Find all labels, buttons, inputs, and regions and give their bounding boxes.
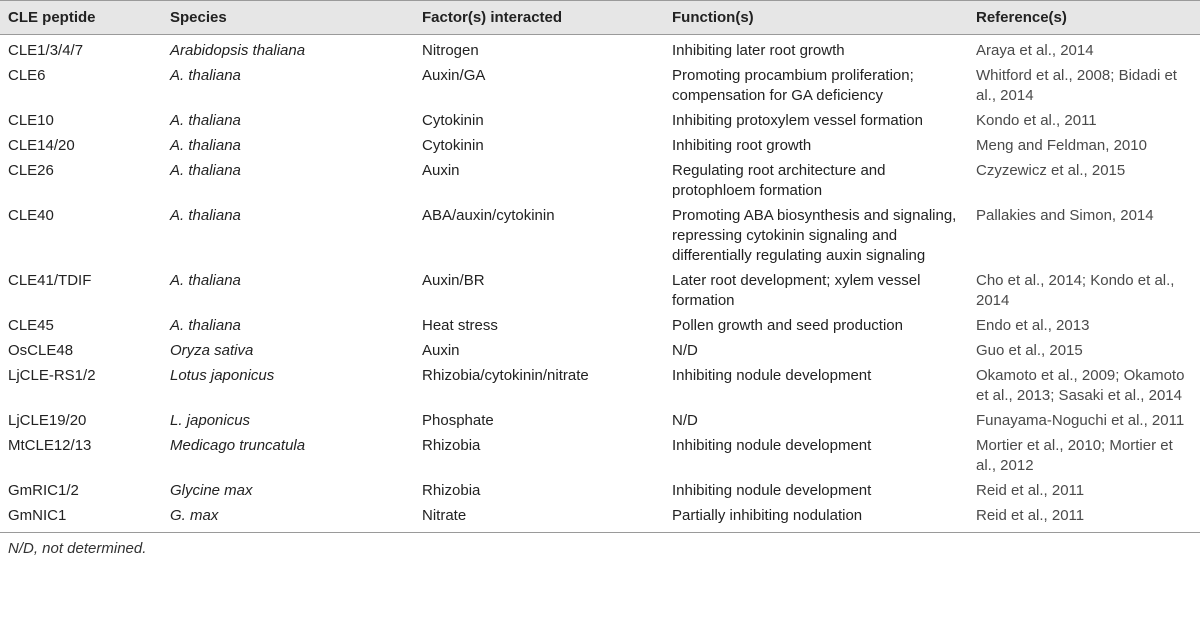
cell-reference: Araya et al., 2014 [976, 42, 1094, 59]
cell-peptide: GmRIC1/2 [8, 482, 79, 499]
cell-species: Oryza sativa [170, 342, 254, 359]
cell-function: Inhibiting nodule development [672, 367, 872, 384]
cell-reference: Pallakies and Simon, 2014 [976, 207, 1154, 224]
cell-reference: Czyzewicz et al., 2015 [976, 162, 1126, 179]
table-row [0, 35, 1200, 65]
cell-function: N/D [672, 342, 698, 359]
table-row [0, 314, 1200, 339]
cell-peptide: OsCLE48 [8, 342, 74, 359]
cell-function: Promoting procambium proliferation; compensation for GA deficiency [672, 67, 914, 104]
cell-reference: Reid et al., 2011 [968, 504, 1200, 533]
cell-peptide: MtCLE12/13 [8, 437, 92, 454]
cell-reference: Meng and Feldman, 2010 [976, 137, 1147, 154]
cell-reference: Mortier et al., 2010; Mortier et al., 2012 [976, 437, 1173, 474]
cell-peptide: CLE10 [8, 112, 54, 129]
cell-factor: Nitrogen [422, 42, 479, 59]
cell-species: Medicago truncatula [170, 437, 306, 454]
cell-reference: Cho et al., 2014; Kondo et al., 2014 [976, 272, 1175, 309]
cell-species: Glycine max [170, 482, 253, 499]
table-header [0, 1, 1200, 35]
table-row [0, 339, 1200, 364]
table-row [0, 204, 1200, 269]
table-body [0, 35, 1200, 533]
table-row [0, 159, 1200, 204]
cell-species: A. thaliana [170, 137, 241, 154]
cell-species: Arabidopsis thaliana [170, 42, 306, 59]
cell-factor: Nitrate [414, 504, 664, 533]
cell-factor: Auxin [422, 342, 460, 359]
cell-factor: Auxin/BR [422, 272, 485, 289]
cell-factor: Rhizobia [422, 482, 481, 499]
header-factors-interacted: Factor(s) interacted [414, 1, 664, 35]
cell-factor: Rhizobia/cytokinin/nitrate [422, 367, 589, 384]
cell-factor: Cytokinin [422, 137, 484, 154]
cell-peptide: CLE1/3/4/7 [8, 42, 84, 59]
cell-peptide: CLE26 [8, 162, 54, 179]
cell-species: G. max [162, 504, 414, 533]
table-row [0, 364, 1200, 409]
cell-function: Inhibiting nodule development [672, 437, 872, 454]
table-row [0, 504, 1200, 533]
cell-species: A. thaliana [170, 112, 241, 129]
cell-species: L. japonicus [170, 412, 251, 429]
cell-peptide: CLE41/TDIF [8, 272, 92, 289]
cell-reference: Okamoto et al., 2009; Okamoto et al., 2013; Sasaki et al., 2014 [976, 367, 1185, 404]
cell-species: A. thaliana [170, 317, 241, 334]
header-references: Reference(s) [968, 1, 1200, 35]
cell-peptide: CLE45 [8, 317, 54, 334]
cell-species: Lotus japonicus [170, 367, 275, 384]
cell-factor: Auxin/GA [422, 67, 486, 84]
cell-factor: Rhizobia [422, 437, 481, 454]
table-row [0, 134, 1200, 159]
cell-species: A. thaliana [170, 162, 241, 179]
table-footnote: N/D, not determined. [8, 540, 147, 557]
cell-function: Partially inhibiting nodulation [664, 504, 968, 533]
cell-factor: Cytokinin [422, 112, 484, 129]
header-functions: Function(s) [664, 1, 968, 35]
cell-factor: Heat stress [422, 317, 498, 334]
cell-species: A. thaliana [170, 67, 241, 84]
cell-reference: Kondo et al., 2011 [976, 112, 1097, 129]
table-row [0, 434, 1200, 479]
cell-function: Promoting ABA biosynthesis and signaling, repressing cytokinin signaling and differentially regulating auxin signaling [672, 207, 957, 264]
cell-reference: Funayama-Noguchi et al., 2011 [976, 412, 1185, 429]
cell-peptide: CLE40 [8, 207, 54, 224]
cell-function: Inhibiting later root growth [672, 42, 845, 59]
header-cle-peptide: CLE peptide [0, 1, 162, 35]
header-row [0, 1, 1200, 35]
cell-function: N/D [672, 412, 698, 429]
table-row [0, 64, 1200, 109]
cell-reference: Guo et al., 2015 [976, 342, 1083, 359]
cell-peptide: GmNIC1 [0, 504, 162, 533]
table-row [0, 479, 1200, 504]
table-row [0, 109, 1200, 134]
table-row [0, 409, 1200, 434]
cell-species: A. thaliana [170, 207, 241, 224]
table-row [0, 269, 1200, 314]
cell-function: Later root development; xylem vessel formation [672, 272, 921, 309]
cell-reference: Endo et al., 2013 [976, 317, 1090, 334]
cell-function: Inhibiting root growth [672, 137, 812, 154]
header-species: Species [162, 1, 414, 35]
cell-function: Regulating root architecture and protophloem formation [672, 162, 886, 199]
cell-factor: Auxin [422, 162, 460, 179]
cell-peptide: CLE6 [8, 67, 46, 84]
cell-peptide: LjCLE-RS1/2 [8, 367, 96, 384]
cell-function: Inhibiting protoxylem vessel formation [672, 112, 923, 129]
cell-species: A. thaliana [170, 272, 241, 289]
cell-factor: ABA/auxin/cytokinin [422, 207, 555, 224]
cell-function: Inhibiting nodule development [672, 482, 872, 499]
cell-peptide: CLE14/20 [8, 137, 75, 154]
cell-reference: Reid et al., 2011 [976, 482, 1085, 499]
cell-function: Pollen growth and seed production [672, 317, 903, 334]
cell-peptide: LjCLE19/20 [8, 412, 87, 429]
cell-factor: Phosphate [422, 412, 494, 429]
cell-reference: Whitford et al., 2008; Bidadi et al., 2014 [976, 67, 1177, 104]
